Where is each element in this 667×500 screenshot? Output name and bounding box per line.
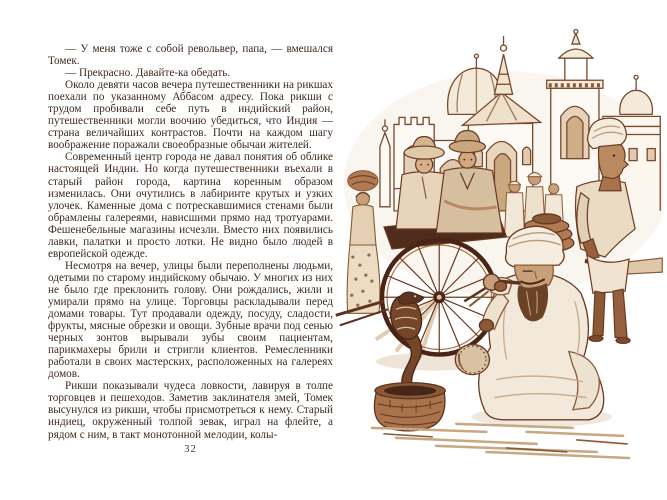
cobra: [387, 292, 426, 390]
paragraph: Современный центр города не давал понятия об облике настоящей Индии. Но когда путешественники въехали в старый район города, картина коренным образом изменилась. Они очутились в лабиринте крутых и узких улочек. Каменные дома с потрескавшимися стенами были обрамлены галереями, нависшими прямо над тротуарами. Фешенебельные магазины исчезли. Вместо них появились лавки, палатки и просто лотки. Не видно было людей в европейской одежде.: [48, 151, 333, 260]
paragraph: Около девяти часов вечера путешественники на рикшах поехали по указанному Аббасом адресу. Пока рикши с трудом пробивали себе путь в индийский район, путешественники могли воочию убедиться, что Индия — страна величайших контрастов. Почти на каждом шагу воображение поражали своеобразные обычаи жителей.: [48, 79, 333, 152]
mat: [372, 424, 629, 458]
right-page-illustration: [335, 28, 663, 462]
page-number: 32: [184, 444, 197, 455]
paragraph-dialogue: — У меня тоже с собой револьвер, папа, — вмешался Томек.: [48, 43, 333, 68]
snake-basket: [374, 383, 445, 431]
left-page-text: [48, 43, 333, 441]
paragraph: Рикши показывали чудеса ловкости, лавируя в толпе торговцев и пешеходов. Заметив заклинателя змей, Томек высунулся из рикши, чтобы присмотреться к нему. Старый индиец, окруженный толпой зевак, играл на флейте, а рядом с ним, в такт монотонной мелодии, колы-: [48, 380, 333, 441]
snake-charmer-street-scene-illustration: [335, 28, 663, 462]
paragraph-dialogue: — Прекрасно. Давайте-ка обедать.: [65, 67, 231, 80]
paragraph: Несмотря на вечер, улицы были переполнены людьми, одетыми по старому индийскому обычаю. У многих из них не было где преклонить голову. Они рождались, жили и умирали прямо на улице. Торговцы раскладывали перед домами товары. Тут продавали одежду, посуду, сладости, фрукты, мясные обрезки и овощи. Зубные врачи под сенью черных зонтов вырывали зубы своим пациентам, парикмахеры брили и стригли клиентов. Ремесленники работали в своих мастерских, расположенных на галереях домов.: [48, 259, 333, 381]
